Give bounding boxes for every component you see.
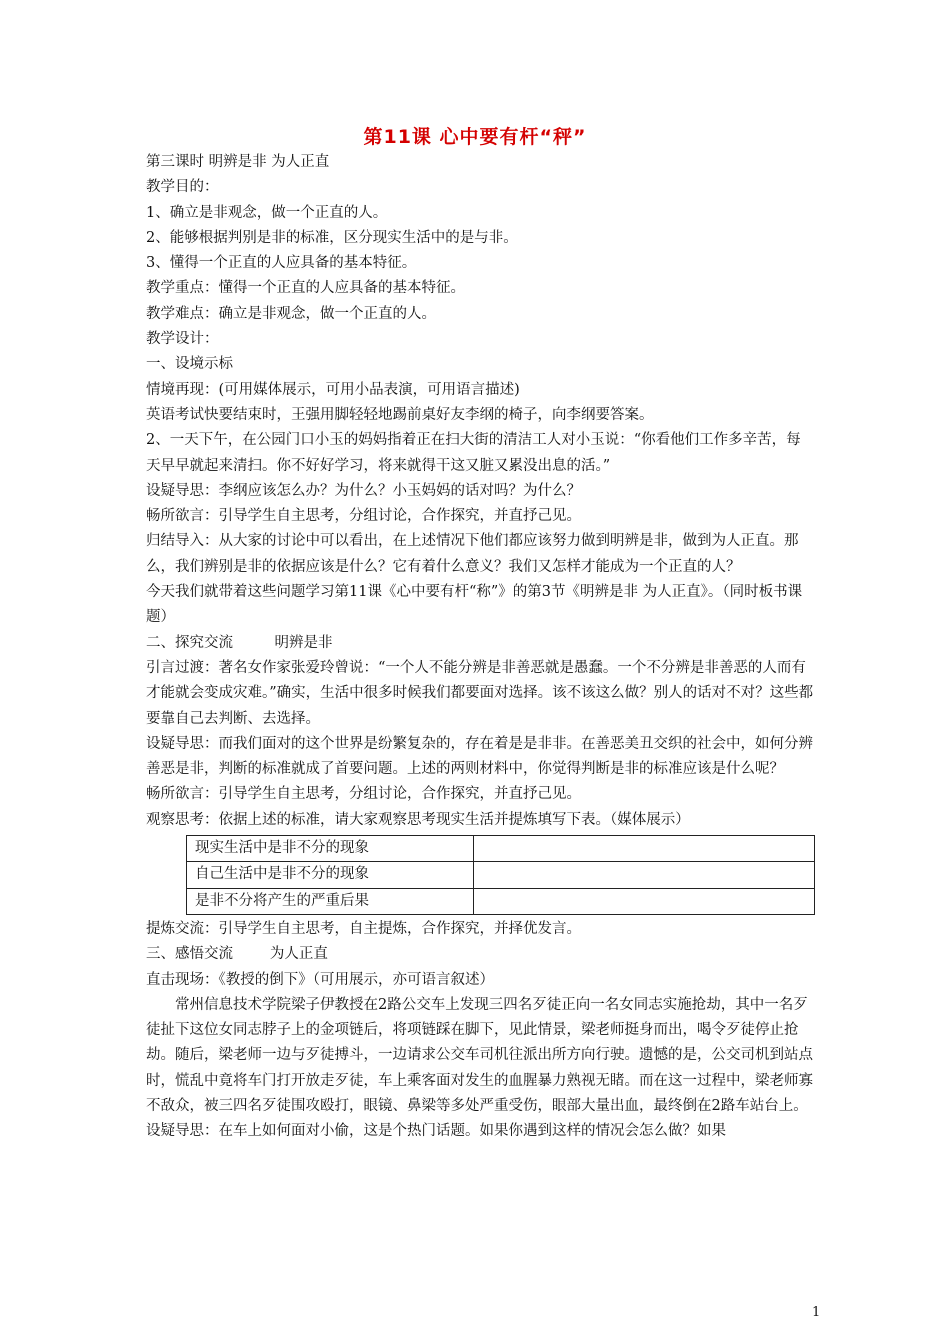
table-cell: 现实生活中是非不分的现象 — [187, 836, 474, 862]
section-heading: 三、感悟交流 为人正直 — [146, 946, 328, 963]
paragraph: 设疑导思：李纲应该怎么办？为什么？小玉妈妈的话对吗？为什么？ — [146, 482, 581, 499]
table-row — [187, 888, 815, 914]
paragraph: 观察思考：依据上述的标准，请大家观察思考现实生活并提炼填写下表。（媒体展示） — [146, 811, 690, 828]
paragraph: 2、一天下午，在公园门口小玉的妈妈指着正在扫大街的清洁工人对小玉说：“你看他们工作多辛苦，每天早早就起来清扫。你不好好学习，将来就得干这又脏又累没出息的活。” — [146, 432, 801, 474]
section-heading: 一、设境示标 — [146, 356, 233, 373]
paragraph: 直击现场：《教授的倒下》（可用展示，亦可语言叙述） — [146, 971, 494, 988]
paragraph: 引言过渡：著名女作家张爱玲曾说：“一个人不能分辨是非善恶就是愚蠢。一个不分辨是非善恶的人而有才能就会变成灾难。”确实，生活中很多时候我们都要面对选择。该不该这么做？别人的话对不对？这些都要靠自己去判断、去选择。 — [146, 659, 814, 727]
paragraph: 设疑导思：在车上如何面对小偷，这是个热门话题。如果你遇到这样的情况会怎么做？如果 — [146, 1123, 726, 1140]
paragraph: 归结导入：从大家的讨论中可以看出，在上述情况下他们都应该努力做到明辨是非，做到为人正直。那么，我们辨别是非的依据应该是什么？它有着什么意义？我们又怎样才能成为一个正直的人？ — [146, 533, 799, 575]
paragraph: 教学重点：懂得一个正直的人应具备的基本特征。 — [146, 280, 465, 297]
table-cell-blank — [474, 888, 815, 914]
table-cell-blank — [474, 862, 815, 888]
document-body — [146, 150, 814, 1145]
paragraph: 第三课时 明辨是非 为人正直 — [146, 154, 330, 170]
paragraph: 教学目的： — [146, 179, 219, 196]
paragraph: 今天我们就带着这些问题学习第11课《心中要有杆“称”》的第3节《明辨是非 为人正直》。（同时板书课题） — [146, 584, 803, 626]
paragraph: 畅所欲言：引导学生自主思考，分组讨论，合作探究，并直抒己见。 — [146, 508, 581, 525]
paragraph: 畅所欲言：引导学生自主思考，分组讨论，合作探究，并直抒己见。 — [146, 786, 581, 803]
table-cell: 是非不分将产生的严重后果 — [187, 888, 474, 914]
observation-table — [186, 835, 815, 915]
lesson-title: 第11课 心中要有杆“秤” — [363, 126, 587, 148]
section-heading: 二、探究交流 明辨是非 — [146, 634, 333, 651]
paragraph: 2、能够根据判别是非的标准，区分现实生活中的是与非。 — [146, 229, 518, 246]
story-paragraph: 常州信息技术学院梁子伊教授在2路公交车上发现三四名歹徒正向一名女同志实施抢劫，其中一名歹徒扯下这位女同志脖子上的金项链后，将项链踩在脚下，见此情景，梁老师挺身而出，喝令歹徒停止抢劫。随后，梁老师一边与歹徒搏斗，一边请求公交车司机往派出所方向行驶。遗憾的是，公交司机到站点时，慌乱中竟将车门打开放走歹徒，车上乘客面对发生的血腥暴力熟视无睹。而在这一过程中，梁老师寡不敌众，被三四名歹徒围攻殴打，眼镜、鼻梁等多处严重受伤，眼部大量出血，最终倒在2路车站台上。 — [146, 996, 813, 1114]
paragraph: 设疑导思：而我们面对的这个世界是纷繁复杂的，存在着是是非非。在善恶美丑交织的社会中，如何分辨善恶是非，判断的标准就成了首要问题。上述的两则材料中，你觉得判断是非的标准应该是什么呢？ — [146, 735, 813, 778]
paragraph: 提炼交流：引导学生自主思考，自主提炼，合作探究，并择优发言。 — [146, 920, 581, 937]
paragraph: 教学设计： — [146, 331, 219, 348]
paragraph: 情境再现：(可用媒体展示，可用小品表演，可用语言描述) — [146, 381, 520, 398]
paragraph: 教学难点：确立是非观念，做一个正直的人。 — [146, 305, 436, 322]
page-number: 1 — [812, 1305, 821, 1320]
table-cell: 自己生活中是非不分的现象 — [187, 862, 474, 888]
table-row — [187, 836, 815, 862]
paragraph: 英语考试快要结束时，王强用脚轻轻地踢前桌好友李纲的椅子，向李纲要答案。 — [146, 406, 654, 423]
table-row — [187, 862, 815, 888]
paragraph: 3、懂得一个正直的人应具备的基本特征。 — [146, 255, 417, 272]
table-cell-blank — [474, 836, 815, 862]
paragraph: 1、确立是非观念，做一个正直的人。 — [146, 204, 388, 221]
